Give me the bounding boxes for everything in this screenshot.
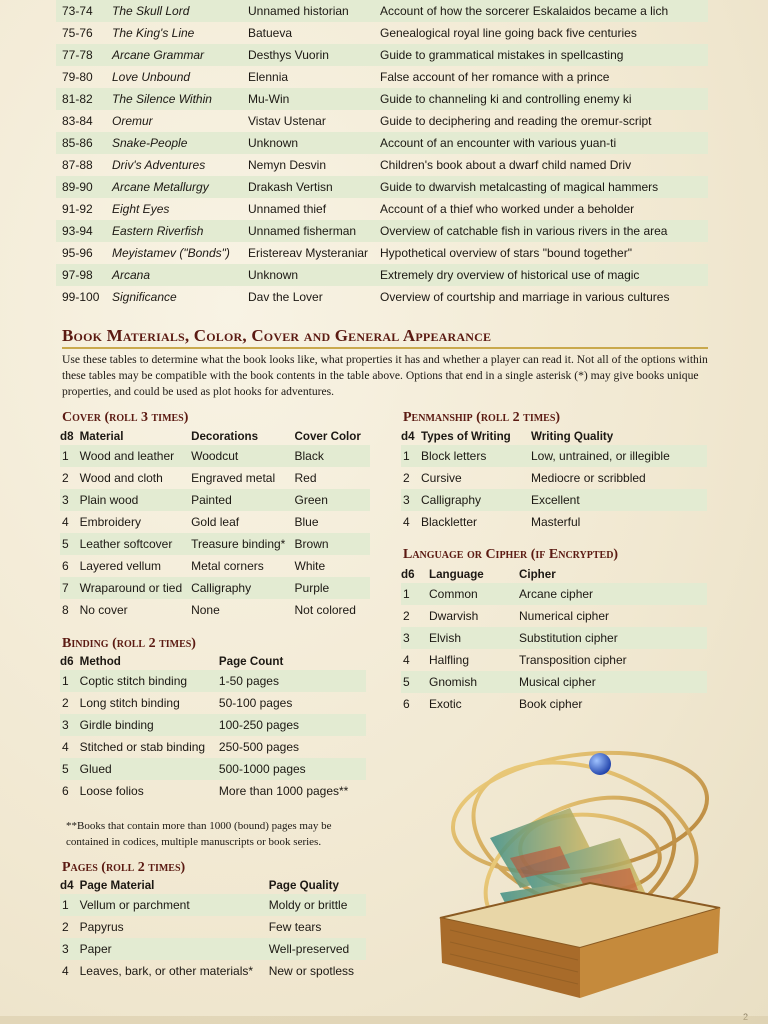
penmanship-row bbox=[401, 467, 707, 489]
book-author: Elennia bbox=[248, 70, 289, 84]
cover-cell: Leather softcover bbox=[80, 533, 191, 555]
language-row bbox=[401, 649, 707, 671]
book-description: Genealogical royal line going back five centuries bbox=[380, 26, 637, 40]
penmanship-column-header: Types of Writing bbox=[421, 429, 511, 443]
binding-cell: Stitched or stab binding bbox=[79, 740, 206, 754]
language-cell: 3 bbox=[401, 627, 429, 649]
penmanship-cell: Blackletter bbox=[421, 515, 478, 529]
book-row bbox=[56, 264, 708, 286]
book-title: Arcane Metallurgy bbox=[112, 176, 248, 198]
language-cell: Common bbox=[429, 583, 519, 605]
penmanship-column-header: d4 bbox=[401, 429, 415, 443]
binding-cell: 500-1000 pages bbox=[219, 758, 366, 780]
penmanship-cell: Excellent bbox=[531, 489, 707, 511]
pages-title: Pages (roll 2 times) bbox=[62, 860, 186, 875]
magic-book-illustration bbox=[430, 718, 730, 1018]
cover-row bbox=[60, 489, 370, 511]
book-row bbox=[56, 176, 708, 198]
pages-cell: 4 bbox=[62, 964, 69, 978]
cover-cell: Wood and cloth bbox=[79, 471, 163, 485]
binding-cell: 3 bbox=[60, 714, 80, 736]
pages-cell: 2 bbox=[62, 920, 69, 934]
penmanship-cell: 3 bbox=[401, 489, 421, 511]
cover-cell: Black bbox=[295, 445, 370, 467]
language-cell: 1 bbox=[401, 583, 429, 605]
book-roll: 99-100 bbox=[62, 290, 100, 304]
book-author: Eristereav Mysteraniar bbox=[248, 246, 369, 260]
book-author: Drakash Vertisn bbox=[248, 176, 380, 198]
book-description: False account of her romance with a prince bbox=[380, 70, 610, 84]
cover-header-row bbox=[60, 427, 370, 445]
cover-cell: Wood and leather bbox=[80, 445, 191, 467]
cover-cell: White bbox=[294, 559, 326, 573]
book-description: Overview of catchable fish in various rivers in the area bbox=[380, 220, 708, 242]
language-cell: Transposition cipher bbox=[519, 653, 627, 667]
binding-footnote: **Books that contain more than 1000 (bound) pages may be contained in codices, multiple manuscripts or book series. bbox=[66, 820, 332, 848]
language-table bbox=[401, 565, 707, 715]
binding-cell: 1 bbox=[60, 670, 80, 692]
binding-table bbox=[60, 652, 366, 802]
cover-cell: None bbox=[191, 603, 220, 617]
book-description: Guide to channeling ki and controlling enemy ki bbox=[380, 88, 708, 110]
book-title: Driv's Adventures bbox=[112, 158, 206, 172]
penmanship-row bbox=[401, 445, 707, 467]
book-roll: 87-88 bbox=[62, 158, 93, 172]
book-author: Unknown bbox=[248, 132, 380, 154]
cover-row bbox=[60, 445, 370, 467]
book-row bbox=[56, 22, 708, 44]
cover-cell: Brown bbox=[295, 533, 370, 555]
cover-cell: 1 bbox=[60, 445, 80, 467]
book-title: Arcane Grammar bbox=[112, 44, 248, 66]
binding-column-header: Page Count bbox=[218, 654, 284, 668]
book-row bbox=[56, 220, 708, 242]
cover-table bbox=[60, 427, 370, 621]
cover-column-header: d8 bbox=[60, 429, 74, 443]
page-footer-band bbox=[0, 1016, 768, 1024]
pages-column-header: Page Material bbox=[79, 878, 155, 892]
book-author: Unnamed fisherman bbox=[248, 220, 380, 242]
book-author: Mu-Win bbox=[248, 88, 380, 110]
cover-cell: Purple bbox=[295, 577, 370, 599]
book-row bbox=[56, 88, 708, 110]
book-title: Significance bbox=[112, 290, 177, 304]
section-intro: Use these tables to determine what the book looks like, what properties it has and whether a player can read it. Not all of the options within these tables may be compatible with the book contents in the table above. Options that end in a single asterisk (*) may give books unique properties, and could be used as plot hooks for adventures. bbox=[62, 353, 708, 398]
pages-cell: Papyrus bbox=[79, 920, 124, 934]
book-description: Overview of courtship and marriage in various cultures bbox=[380, 290, 670, 304]
cover-cell: 3 bbox=[60, 489, 80, 511]
language-cell: Arcane cipher bbox=[519, 583, 707, 605]
pages-cell: Leaves, bark, or other materials* bbox=[79, 964, 254, 978]
language-cell: Musical cipher bbox=[519, 671, 707, 693]
penmanship-column-header: Writing Quality bbox=[531, 429, 614, 443]
book-description: Account of a thief who worked under a beholder bbox=[380, 202, 635, 216]
binding-cell: Loose folios bbox=[79, 784, 144, 798]
book-roll: 91-92 bbox=[62, 202, 93, 216]
cover-row bbox=[60, 533, 370, 555]
books-table bbox=[56, 0, 708, 308]
penmanship-cell: Cursive bbox=[421, 471, 462, 485]
language-row bbox=[401, 583, 707, 605]
pages-column-header: Page Quality bbox=[268, 878, 339, 892]
cover-title: Cover (roll 3 times) bbox=[62, 410, 189, 425]
binding-cell: 100-250 pages bbox=[219, 714, 366, 736]
book-author: Unnamed historian bbox=[248, 0, 380, 22]
book-description: Guide to deciphering and reading the oremur-script bbox=[380, 114, 652, 128]
book-roll: 95-96 bbox=[62, 246, 93, 260]
language-row bbox=[401, 605, 707, 627]
language-title: Language or Cipher (if Encrypted) bbox=[403, 547, 619, 562]
book-author: Unnamed thief bbox=[248, 202, 327, 216]
book-roll: 73-74 bbox=[56, 0, 112, 22]
book-row bbox=[56, 66, 708, 88]
book-description: Guide to grammatical mistakes in spellcasting bbox=[380, 44, 708, 66]
pages-cell: Vellum or parchment bbox=[80, 894, 269, 916]
book-description: Extremely dry overview of historical use of magic bbox=[380, 264, 708, 286]
book-roll: 75-76 bbox=[62, 26, 93, 40]
cover-cell: Calligraphy bbox=[191, 577, 294, 599]
pages-cell: Well-preserved bbox=[269, 938, 366, 960]
binding-row bbox=[60, 758, 366, 780]
book-description: Hypothetical overview of stars "bound together" bbox=[380, 246, 632, 260]
penmanship-title: Penmanship (roll 2 times) bbox=[403, 410, 561, 425]
language-cell: Elvish bbox=[429, 627, 519, 649]
binding-cell: 2 bbox=[62, 696, 69, 710]
language-cell: 5 bbox=[401, 671, 429, 693]
binding-cell: Long stitch binding bbox=[79, 696, 180, 710]
cover-cell: Layered vellum bbox=[79, 559, 161, 573]
pages-table bbox=[60, 876, 366, 982]
binding-cell: 1-50 pages bbox=[219, 670, 366, 692]
language-cell: Halfling bbox=[429, 653, 470, 667]
language-cell: Dwarvish bbox=[429, 609, 479, 623]
language-header-row bbox=[401, 565, 707, 583]
binding-row bbox=[60, 670, 366, 692]
book-author: Nemyn Desvin bbox=[248, 158, 327, 172]
blue-orb bbox=[589, 753, 611, 775]
book-author: Unknown bbox=[248, 264, 380, 286]
pages-header-row bbox=[60, 876, 366, 894]
book-description: Account of an encounter with various yuan-ti bbox=[380, 132, 708, 154]
penmanship-cell: Low, untrained, or illegible bbox=[531, 445, 707, 467]
binding-cell: 4 bbox=[62, 740, 69, 754]
language-column-header: Language bbox=[429, 567, 484, 581]
section-title: Book Materials, Color, Cover and General Appearance bbox=[62, 326, 492, 345]
pages-cell: Moldy or brittle bbox=[269, 894, 366, 916]
language-cell: Book cipher bbox=[519, 697, 583, 711]
book-author: Desthys Vuorin bbox=[248, 44, 380, 66]
cover-cell: 7 bbox=[60, 577, 80, 599]
penmanship-cell: Mediocre or scribbled bbox=[531, 471, 646, 485]
penmanship-header-row bbox=[401, 427, 707, 445]
binding-row bbox=[60, 736, 366, 758]
cover-row bbox=[60, 555, 370, 577]
cover-cell: Blue bbox=[294, 515, 319, 529]
book-title: Snake-People bbox=[112, 132, 248, 154]
cover-cell: Woodcut bbox=[191, 445, 294, 467]
cover-cell: 8 bbox=[62, 603, 69, 617]
penmanship-cell: 2 bbox=[403, 471, 410, 485]
book-row bbox=[56, 154, 708, 176]
cover-cell: 2 bbox=[62, 471, 69, 485]
binding-header-row bbox=[60, 652, 366, 670]
book-row bbox=[56, 242, 708, 264]
pages-row bbox=[60, 894, 366, 916]
penmanship-row bbox=[401, 511, 707, 533]
penmanship-cell: 1 bbox=[401, 445, 421, 467]
book-roll: 77-78 bbox=[56, 44, 112, 66]
cover-cell: Plain wood bbox=[80, 489, 191, 511]
language-cell: Exotic bbox=[429, 697, 462, 711]
binding-row bbox=[60, 780, 366, 802]
book-roll: 97-98 bbox=[56, 264, 112, 286]
penmanship-cell: Masterful bbox=[531, 515, 581, 529]
language-row bbox=[401, 627, 707, 649]
book-row bbox=[56, 110, 708, 132]
cover-cell: No cover bbox=[79, 603, 128, 617]
book-row bbox=[56, 286, 708, 308]
binding-cell: Coptic stitch binding bbox=[80, 670, 219, 692]
pages-cell: Paper bbox=[80, 938, 269, 960]
language-cell: Numerical cipher bbox=[519, 609, 610, 623]
cover-cell: Embroidery bbox=[79, 515, 141, 529]
penmanship-cell: Block letters bbox=[421, 445, 531, 467]
cover-cell: Wraparound or tied bbox=[80, 577, 191, 599]
books-table-body bbox=[56, 0, 708, 308]
book-roll: 83-84 bbox=[62, 114, 93, 128]
binding-cell: 250-500 pages bbox=[218, 740, 299, 754]
cover-row bbox=[60, 599, 370, 621]
cover-cell: Treasure binding* bbox=[191, 533, 294, 555]
binding-cell: 5 bbox=[60, 758, 80, 780]
binding-cell: Glued bbox=[80, 758, 219, 780]
language-cell: 6 bbox=[403, 697, 410, 711]
cover-cell: 6 bbox=[62, 559, 69, 573]
book-roll: 81-82 bbox=[56, 88, 112, 110]
section-divider bbox=[62, 347, 708, 349]
cover-column-header: Decorations bbox=[191, 429, 259, 443]
book-row bbox=[56, 198, 708, 220]
book-title: The Skull Lord bbox=[112, 0, 248, 22]
pages-row bbox=[60, 960, 366, 982]
book-description: Account of how the sorcerer Eskalaidos became a lich bbox=[380, 0, 708, 22]
cover-column-header: Material bbox=[79, 429, 124, 443]
cover-cell: Painted bbox=[191, 489, 294, 511]
language-column-header: Cipher bbox=[519, 567, 556, 581]
book-row bbox=[56, 0, 708, 22]
binding-column-header: d6 bbox=[60, 654, 74, 668]
book-description: Guide to dwarvish metalcasting of magical hammers bbox=[380, 176, 708, 198]
book-title: Meyistamev ("Bonds") bbox=[112, 246, 230, 260]
penmanship-row bbox=[401, 489, 707, 511]
penmanship-table bbox=[401, 427, 707, 533]
pages-cell: Few tears bbox=[268, 920, 322, 934]
book-title: Love Unbound bbox=[112, 70, 191, 84]
cover-row bbox=[60, 511, 370, 533]
binding-cell: Girdle binding bbox=[80, 714, 219, 736]
language-cell: Substitution cipher bbox=[519, 627, 707, 649]
book-title: Eastern Riverfish bbox=[112, 220, 248, 242]
pages-cell: 1 bbox=[60, 894, 80, 916]
binding-title: Binding (roll 2 times) bbox=[62, 636, 196, 651]
book-description: Children's book about a dwarf child named Driv bbox=[380, 158, 632, 172]
cover-column-header: Cover Color bbox=[294, 429, 361, 443]
binding-cell: 50-100 pages bbox=[218, 696, 293, 710]
cover-cell: Gold leaf bbox=[191, 515, 240, 529]
language-column-header: d6 bbox=[401, 567, 415, 581]
book-row bbox=[56, 44, 708, 66]
cover-cell: Metal corners bbox=[191, 559, 264, 573]
pages-cell: 3 bbox=[60, 938, 80, 960]
book-author: Batueva bbox=[248, 26, 293, 40]
cover-row bbox=[60, 577, 370, 599]
language-cell: Gnomish bbox=[429, 671, 519, 693]
binding-row bbox=[60, 692, 366, 714]
penmanship-cell: 4 bbox=[403, 515, 410, 529]
cover-row bbox=[60, 467, 370, 489]
language-cell: 4 bbox=[403, 653, 410, 667]
cover-cell: Not colored bbox=[294, 603, 356, 617]
book-row bbox=[56, 132, 708, 154]
book-roll: 89-90 bbox=[56, 176, 112, 198]
book-title: The Silence Within bbox=[112, 88, 248, 110]
book-title: Eight Eyes bbox=[112, 202, 170, 216]
binding-cell: 6 bbox=[62, 784, 69, 798]
pages-row bbox=[60, 938, 366, 960]
cover-cell: Green bbox=[295, 489, 370, 511]
penmanship-cell: Calligraphy bbox=[421, 489, 531, 511]
binding-column-header: Method bbox=[79, 654, 121, 668]
pages-column-header: d4 bbox=[60, 878, 74, 892]
book-title: Arcana bbox=[112, 264, 248, 286]
book-roll: 85-86 bbox=[56, 132, 112, 154]
language-row bbox=[401, 693, 707, 715]
language-row bbox=[401, 671, 707, 693]
pages-cell: New or spotless bbox=[268, 964, 355, 978]
book-roll: 79-80 bbox=[62, 70, 93, 84]
cover-cell: Engraved metal bbox=[191, 471, 276, 485]
book-author: Dav the Lover bbox=[248, 290, 323, 304]
book-title: Oremur bbox=[112, 114, 153, 128]
pages-row bbox=[60, 916, 366, 938]
book-author: Vistav Ustenar bbox=[248, 114, 326, 128]
book-title: The King's Line bbox=[112, 26, 195, 40]
binding-cell: More than 1000 pages** bbox=[218, 784, 349, 798]
cover-cell: Red bbox=[294, 471, 317, 485]
binding-row bbox=[60, 714, 366, 736]
cover-cell: 4 bbox=[62, 515, 69, 529]
cover-cell: 5 bbox=[60, 533, 80, 555]
language-cell: 2 bbox=[403, 609, 410, 623]
book-roll: 93-94 bbox=[56, 220, 112, 242]
